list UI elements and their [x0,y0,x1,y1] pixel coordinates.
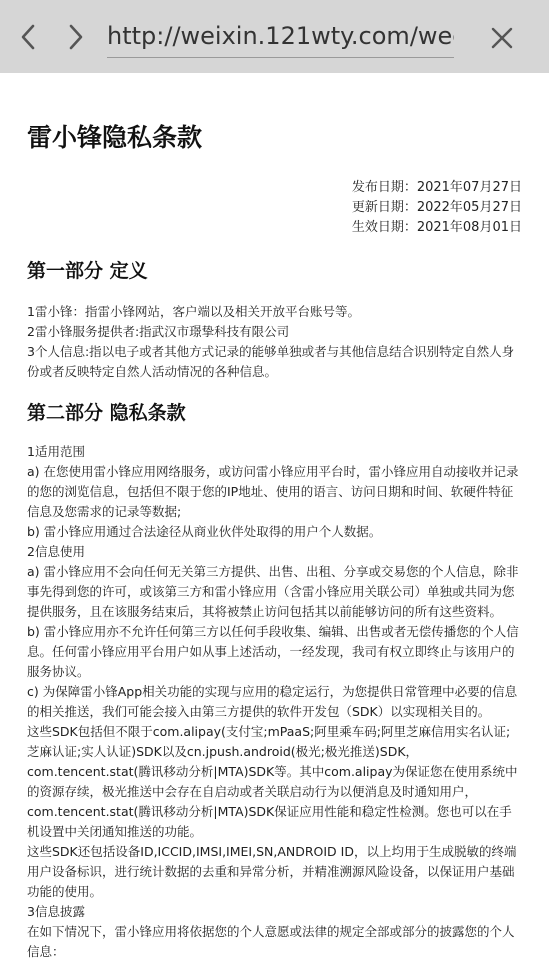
paragraph: 3个人信息:指以电子或者其他方式记录的能够单独或者与其他信息结合识别特定自然人身份或者反映特定自然人活动情况的各种信息。 [27,344,515,379]
paragraph: a) 在您使用雷小锋应用网络服务，或访问雷小锋应用平台时，雷小锋应用自动接收并记录的您的浏览信息，包括但不限于您的IP地址、使用的语言、访问日期和时间、软硬件特征信息及您需求的记录等数据; [27,464,519,519]
paragraph: 1适用范围 [27,444,85,459]
update-date: 更新日期：2022年05月27日 [351,200,522,215]
publish-date: 发布日期：2021年07月27日 [351,180,522,195]
paragraph: 在如下情况下，雷小锋应用将依据您的个人意愿或法律的规定全部或部分的披露您的个人信息： [27,924,515,959]
page-content[interactable] [0,73,549,976]
paragraph: 2信息使用 [27,544,85,559]
paragraph: 2雷小锋服务提供者:指武汉市璟挚科技有限公司 [27,324,290,339]
forward-button[interactable] [61,22,91,52]
paragraph: 3信息披露 [27,904,85,919]
back-button[interactable] [13,22,43,52]
paragraph: b) 雷小锋应用亦不允许任何第三方以任何手段收集、编辑、出售或者无偿传播您的个人信息。任何雷小锋应用平台用户如从事上述活动，一经发现，我司有权立即终止与该用户的服务协议。 [27,624,519,679]
paragraph: a) 雷小锋应用不会向任何无关第三方提供、出售、出租、分享或交易您的个人信息，除非事先得到您的许可，或该第三方和雷小锋应用（含雷小锋应用关联公司）单独或共同为您提供服务，且在该服务结束后，其将被禁止访问包括其以前能够访问的所有这些资料。 [27,564,519,619]
section-title-definitions: 第一部分 定义 [27,260,148,282]
chevron-right-icon [67,24,85,50]
section-definitions-body [27,302,522,382]
paragraph: 这些SDK还包括设备ID,ICCID,IMSI,IMEI,SN,ANDROID ID，以上均用于生成脱敏的终端用户设备标识，进行统计数据的去重和异常分析，并精准溯源风险设备，以保证用户基础功能的使用。 [27,844,517,899]
chevron-left-icon [19,24,37,50]
paragraph: c) 为保障雷小锋App相关功能的实现与应用的稳定运行，为您提供日常管理中必要的信息的相关推送，我们可能会接入由第三方提供的软件开发包（SDK）以实现相关目的。 [27,684,518,719]
section-title-privacy: 第二部分 隐私条款 [27,402,186,424]
effective-date: 生效日期：2021年08月01日 [351,220,522,235]
paragraph: 1雷小锋：指雷小锋网站，客户端以及相关开放平台账号等。 [27,304,360,319]
date-info [27,178,522,238]
paragraph: 这些SDK包括但不限于com.alipay(支付宝;mPaaS;阿里乘车码;阿里芝麻信用实名认证;芝麻认证;实人认证)SDK以及cn.jpush.android(极光;极光推送)SDK，com.tencent.stat(腾讯移动分析|MTA)SDK等。其中com.alipay为保证您在使用系统中的资源存续，极光推送中会存在自启动或者关联启动行为以便消息及时通知用户，com.tencent.stat(腾讯移动分析|MTA)SDK保证应用性能和稳定性检测。您也可以在手机设置中关闭通知推送的功能。 [27,724,518,839]
section-privacy-body [27,442,522,962]
url-input[interactable] [107,18,454,54]
close-icon [490,26,514,50]
page-title: 雷小锋隐私条款 [27,123,203,152]
close-button[interactable] [486,22,518,54]
browser-toolbar [0,0,549,73]
address-bar[interactable] [107,18,454,58]
paragraph: b) 雷小锋应用通过合法途径从商业伙伴处取得的用户个人数据。 [27,524,382,539]
